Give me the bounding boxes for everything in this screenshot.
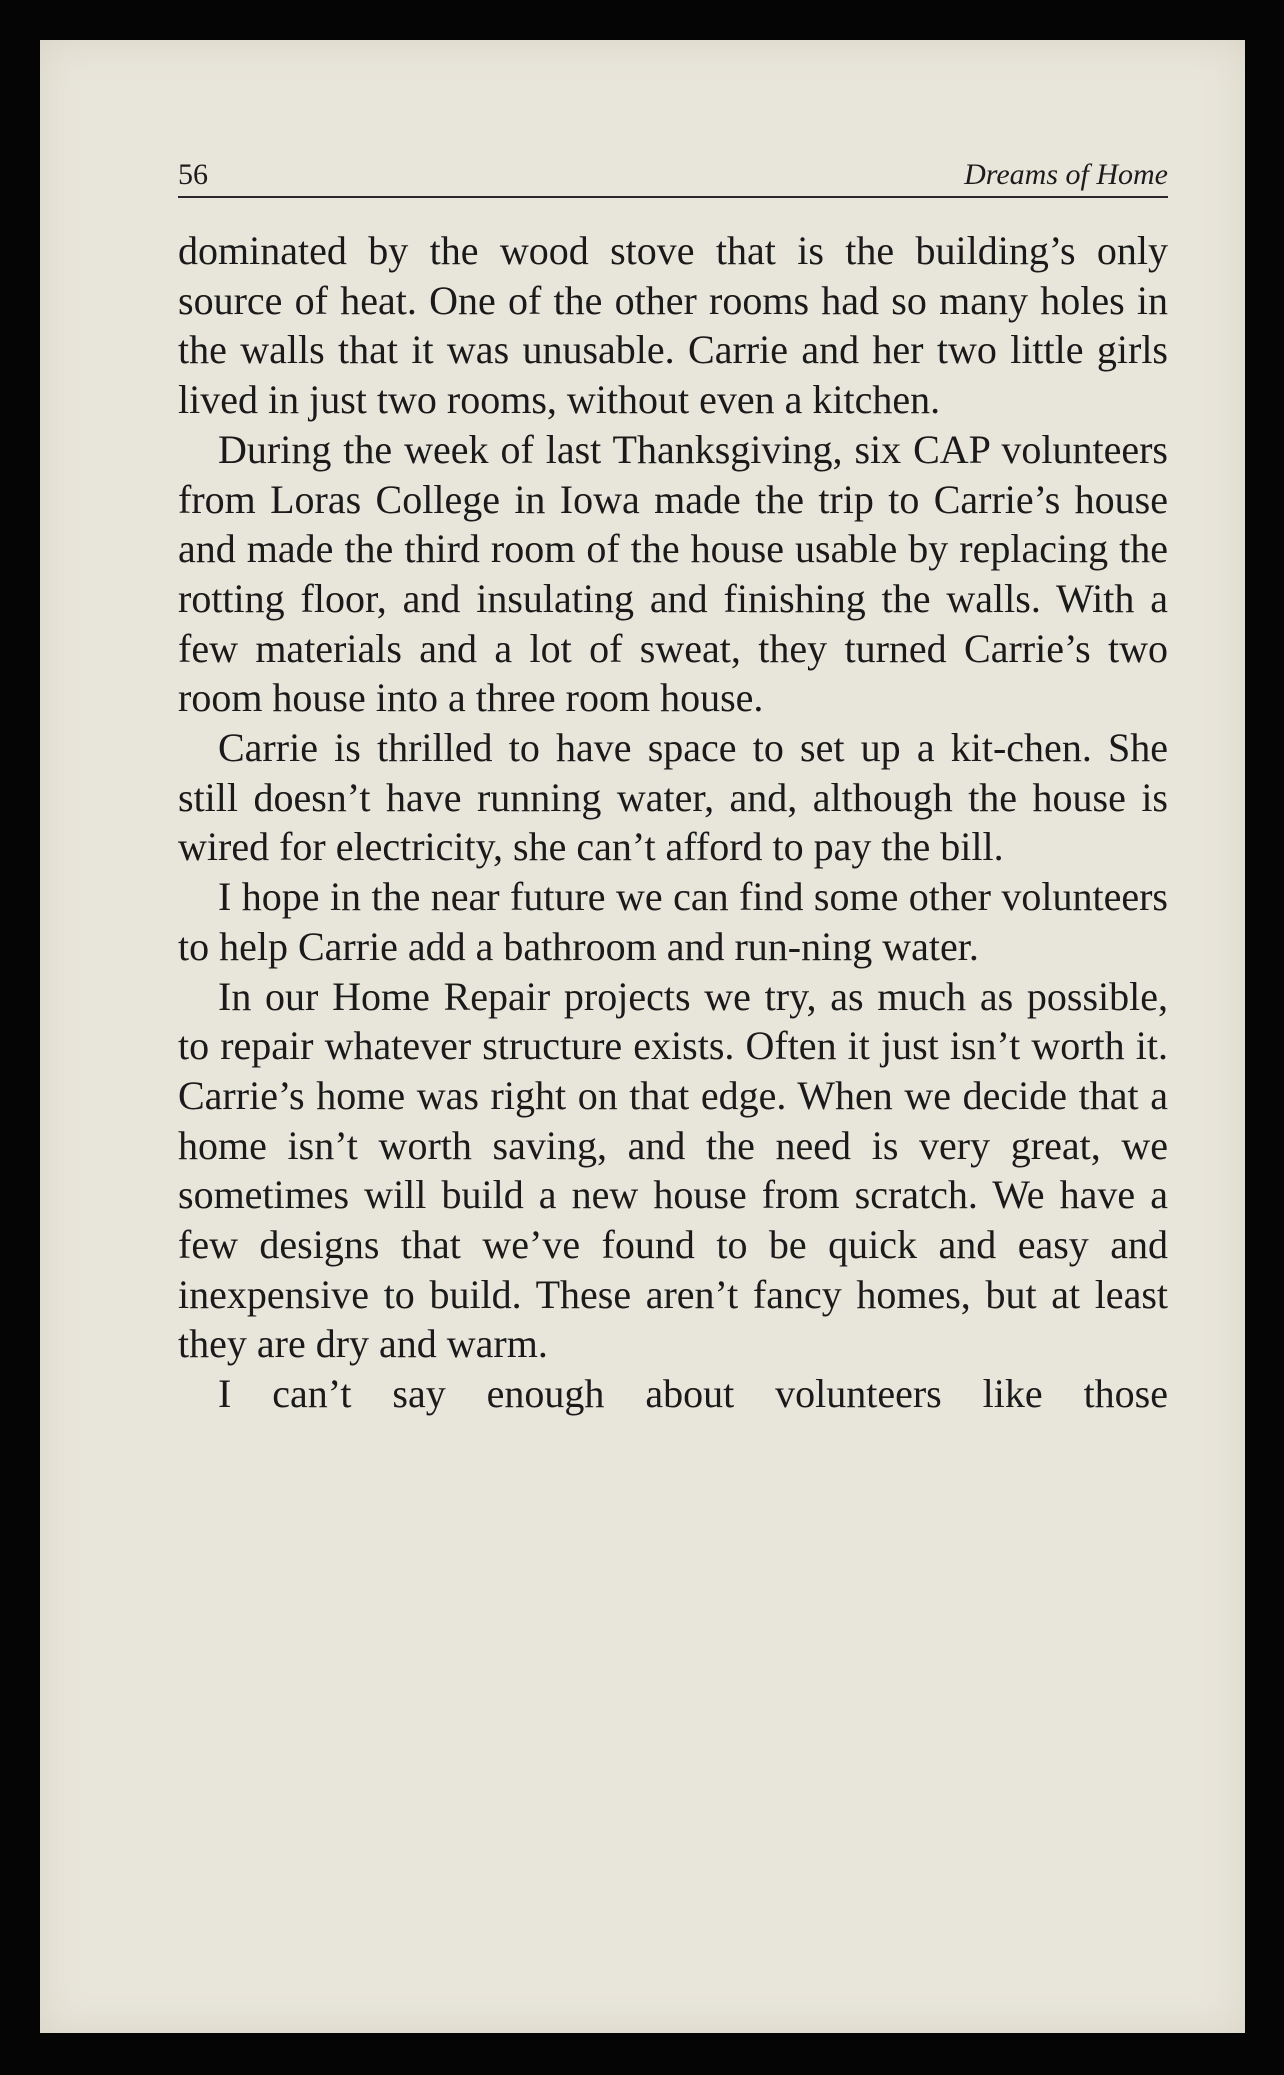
running-head: Dreams of Home [964,158,1168,191]
body-text [178,226,1168,1419]
page-header [178,150,1168,198]
paragraph: Carrie is thrilled to have space to set up a kit-chen. She still doesn’t have running water, and, although the house is wired for electricity, she can’t afford to pay the bill. [178,725,1168,870]
paragraph: I can’t say enough about volunteers like those [218,1371,1168,1417]
paragraph: dominated by the wood stove that is the building’s only source of heat. One of the other rooms had so many holes in the walls that it was unusable. Carrie and her two little girls lived in just two rooms, without even a kitchen. [178,228,1168,423]
paragraph: In our Home Repair projects we try, as much as possible, to repair whatever structure exists. Often it just isn’t worth it. Carrie’s home was right on that edge. When we decide that a home isn’t worth saving, and the need is very great, we sometimes will build a new house from scratch. We have a few designs that we’ve found to be quick and easy and inexpensive to build. These aren’t fancy homes, but at least they are dry and warm. [178,973,1168,1367]
book-page [40,40,1245,2033]
paragraph: During the week of last Thanksgiving, six CAP volunteers from Loras College in Iowa made the trip to Carrie’s house and made the third room of the house usable by replacing the rotting floor, and insulating and finishing the walls. With a few materials and a lot of sweat, they turned Carrie’s two room house into a three room house. [178,426,1168,721]
page-number: 56 [178,158,208,191]
paragraph: I hope in the near future we can find some other volunteers to help Carrie add a bathroom and run-ning water. [178,874,1168,969]
